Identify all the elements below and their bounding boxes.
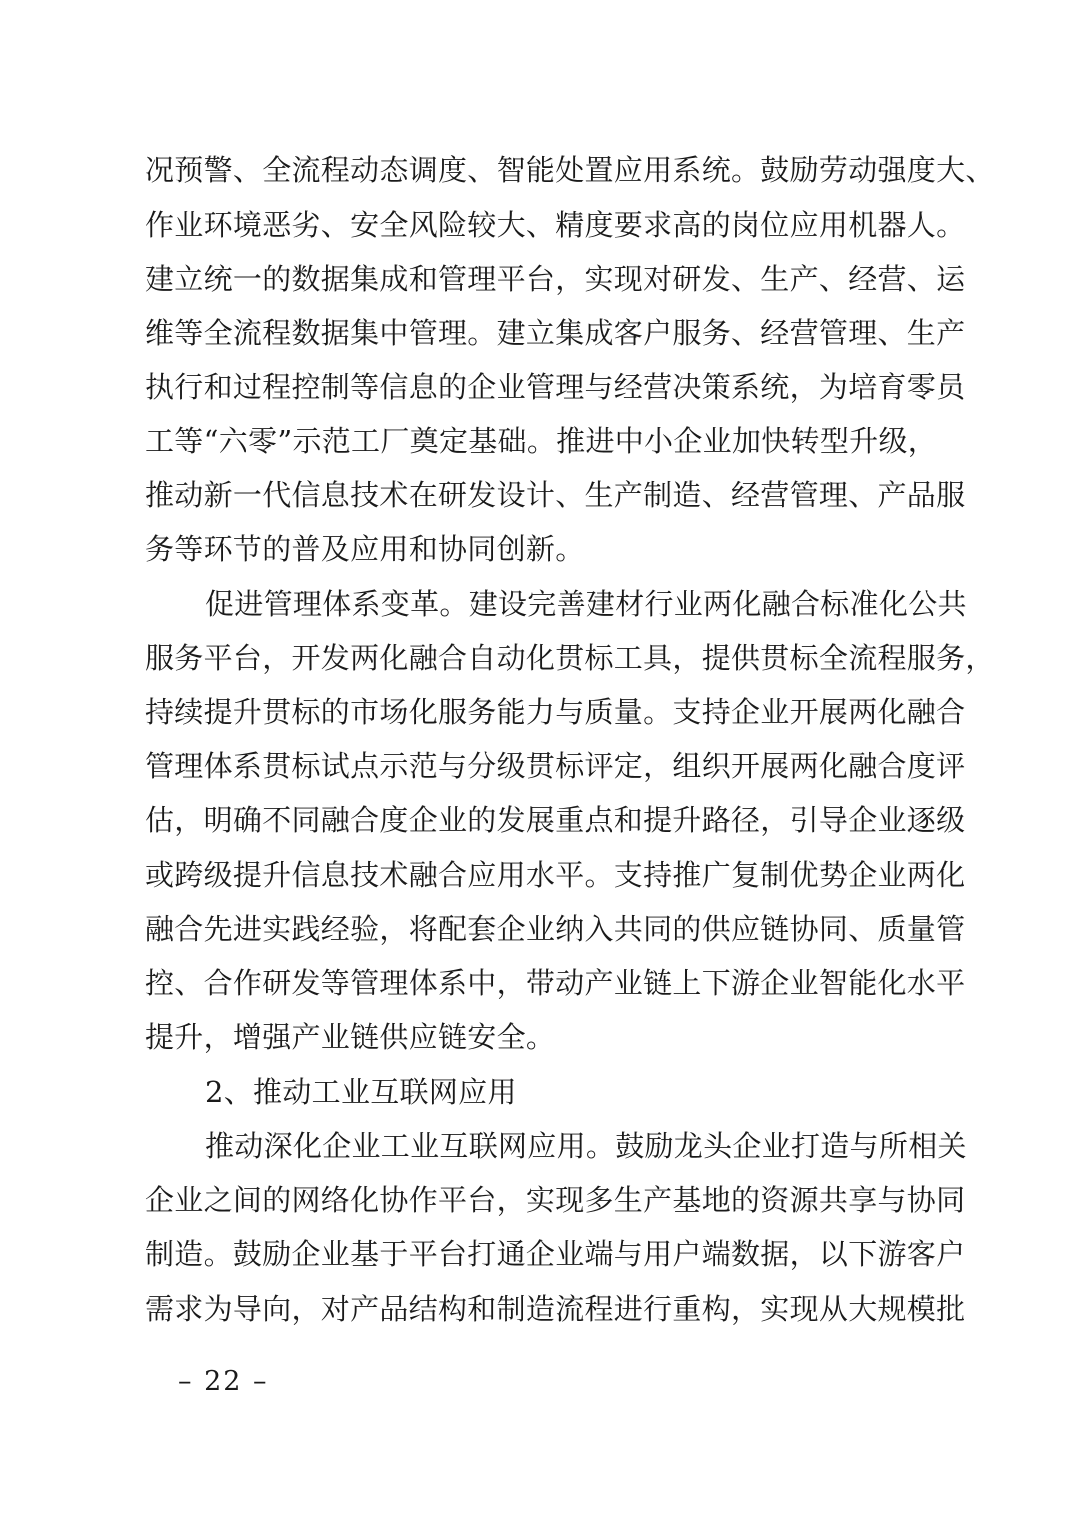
text-line: 推动新一代信息技术在研发设计、生产制造、经营管理、产品服	[145, 478, 966, 512]
text-line: 需求为导向，对产品结构和制造流程进行重构，实现从大规模批	[145, 1292, 966, 1326]
text-line: 估，明确不同融合度企业的发展重点和提升路径，引导企业逐级	[145, 803, 966, 837]
text-line: 企业之间的网络化协作平台，实现多生产基地的资源共享与协同	[145, 1183, 966, 1217]
text-line: 制造。鼓励企业基于平台打通企业端与用户端数据，以下游客户	[145, 1237, 966, 1271]
text-line: 或跨级提升信息技术融合应用水平。支持推广复制优势企业两化	[145, 858, 966, 892]
text-line: 务等环节的普及应用和协同创新。	[145, 532, 585, 566]
section-heading: 2、推动工业互联网应用	[205, 1075, 517, 1109]
text-line: 管理体系贯标试点示范与分级贯标评定，组织开展两化融合度评	[145, 749, 966, 783]
text-line: 持续提升贯标的市场化服务能力与质量。支持企业开展两化融合	[145, 695, 966, 729]
text-line: 融合先进实践经验，将配套企业纳入共同的供应链协同、质量管	[145, 912, 966, 946]
text-line: 况预警、全流程动态调度、智能处置应用系统。鼓励劳动强度大、	[145, 153, 995, 187]
text-line: 控、合作研发等管理体系中，带动产业链上下游企业智能化水平	[145, 966, 966, 1000]
text-line: 提升，增强产业链供应链安全。	[145, 1020, 556, 1054]
page-number: – 22 –	[178, 1366, 269, 1397]
text-line: 作业环境恶劣、安全风险较大、精度要求高的岗位应用机器人。	[145, 208, 966, 242]
text-line: 建立统一的数据集成和管理平台，实现对研发、生产、经营、运	[145, 262, 966, 296]
text-line: 促进管理体系变革。建设完善建材行业两化融合标准化公共	[205, 587, 967, 621]
text-line: 执行和过程控制等信息的企业管理与经营决策系统，为培育零员	[145, 370, 966, 404]
text-line: 服务平台，开发两化融合自动化贯标工具，提供贯标全流程服务，	[145, 641, 995, 675]
text-line: 维等全流程数据集中管理。建立集成客户服务、经营管理、生产	[145, 316, 966, 350]
text-line: 工等“六零”示范工厂奠定基础。推进中小企业加快转型升级，	[145, 424, 938, 458]
text-line: 推动深化企业工业互联网应用。鼓励龙头企业打造与所相关	[205, 1129, 967, 1163]
